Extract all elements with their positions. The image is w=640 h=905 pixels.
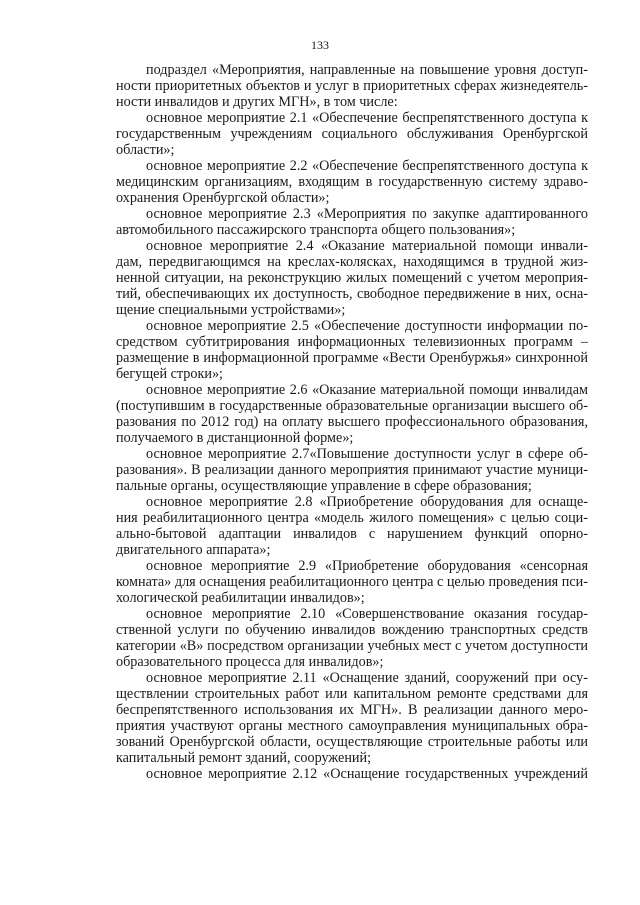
text-line: основное мероприятие 2.6 «Оказание материальной помощи инвалидам xyxy=(146,382,588,398)
page-number: 133 xyxy=(311,38,329,52)
paragraph xyxy=(116,158,588,206)
paragraph xyxy=(116,382,588,446)
text-line: двигательного аппарата»; xyxy=(116,542,271,558)
text-line: бегущей строки»; xyxy=(116,366,223,382)
text-line: ственной услуги по обучению инвалидов вождению транспортных средств xyxy=(116,622,588,638)
paragraph xyxy=(116,446,588,494)
text-line: зований Оренбургской области, осуществляющие строительные работы или xyxy=(116,734,588,750)
text-line: разования». В реализации данного мероприятия принимают участие муници- xyxy=(116,462,588,478)
text-line: ненной ситуации, на реконструкцию жилых помещений с учетом мероприя- xyxy=(116,270,588,286)
paragraph xyxy=(116,206,588,238)
text-line: автомобильного пассажирского транспорта общего пользования»; xyxy=(116,222,516,238)
text-line: медицинским организациям, входящим в государственную систему здраво- xyxy=(116,174,588,190)
paragraph xyxy=(116,494,588,558)
text-line: хологической реабилитации инвалидов»; xyxy=(116,590,365,606)
text-line: категории «В» посредством организации учебных мест с учетом доступности xyxy=(116,638,588,654)
text-line: ально-бытовой адаптации инвалидов с нарушением функций опорно- xyxy=(116,526,588,542)
text-line: основное мероприятие 2.7«Повышение доступности услуг в сфере об- xyxy=(146,446,588,462)
paragraph xyxy=(116,558,588,606)
text-line: основное мероприятие 2.10 «Совершенствование оказания государ- xyxy=(146,606,588,622)
text-line: тий, обеспечивающих их доступность, свободное передвижение в них, осна- xyxy=(116,286,588,302)
paragraph xyxy=(116,110,588,158)
text-line: основное мероприятие 2.5 «Обеспечение доступности информации по- xyxy=(146,318,588,334)
text-line: основное мероприятие 2.11 «Оснащение зданий, сооружений при осу- xyxy=(146,670,588,686)
text-line: охранения Оренбургской области»; xyxy=(116,190,330,206)
text-line: ности инвалидов и других МГН», в том числе: xyxy=(116,94,398,110)
text-line: ния реабилитационного центра «модель жилого помещения» с целью соци- xyxy=(116,510,588,526)
text-line: средством субтитрирования информационных телевизионных программ – xyxy=(116,334,588,350)
text-line: размещение в информационной программе «Вести Оренбуржья» синхронной xyxy=(116,350,588,366)
text-line: дам, передвигающимся на креслах-колясках, находящимся в трудной жиз- xyxy=(116,254,588,270)
text-line: щение специальными устройствами»; xyxy=(116,302,346,318)
paragraph xyxy=(116,62,588,110)
paragraph xyxy=(116,606,588,670)
text-line: беспрепятственного использования их МГН». В реализации данного меро- xyxy=(116,702,588,718)
text-line: образовательного процесса для инвалидов»; xyxy=(116,654,384,670)
text-line: приятия участвуют органы местного самоуправления муниципальных обра- xyxy=(116,718,588,734)
text-line: ности приоритетных объектов и услуг в приоритетных сферах жизнедеятель- xyxy=(116,78,588,94)
text-line: пальные органы, осуществляющие управление в сфере образования; xyxy=(116,478,532,494)
paragraph xyxy=(116,766,588,782)
paragraph xyxy=(116,318,588,382)
text-line: комната» для оснащения реабилитационного центра с целью проведения пси- xyxy=(116,574,588,590)
text-line: разования по 2012 год) на оплату высшего профессионального образования, xyxy=(116,414,588,430)
text-line: капитальный ремонт зданий, сооружений; xyxy=(116,750,372,766)
text-line: основное мероприятие 2.1 «Обеспечение беспрепятственного доступа к xyxy=(146,110,588,126)
text-line: основное мероприятие 2.9 «Приобретение оборудования «сенсорная xyxy=(146,558,588,574)
text-line: получаемого в дистанционной форме»; xyxy=(116,430,354,446)
text-line: государственным учреждениям социального обслуживания Оренбургской xyxy=(116,126,588,142)
text-line: основное мероприятие 2.8 «Приобретение оборудования для оснаще- xyxy=(146,494,588,510)
text-line: подраздел «Мероприятия, направленные на повышение уровня доступ- xyxy=(146,62,588,78)
text-line: основное мероприятие 2.3 «Мероприятия по закупке адаптированного xyxy=(146,206,588,222)
document-body xyxy=(116,62,588,782)
text-line: основное мероприятие 2.12 «Оснащение государственных учреждений xyxy=(146,766,588,782)
paragraph xyxy=(116,238,588,318)
text-line: ществлении строительных работ или капитальном ремонте средствами для xyxy=(116,686,588,702)
paragraph xyxy=(116,670,588,766)
text-line: основное мероприятие 2.4 «Оказание материальной помощи инвали- xyxy=(146,238,588,254)
text-line: основное мероприятие 2.2 «Обеспечение беспрепятственного доступа к xyxy=(146,158,588,174)
text-line: области»; xyxy=(116,142,175,158)
text-line: (поступившим в государственные образовательные организации высшего об- xyxy=(116,398,588,414)
